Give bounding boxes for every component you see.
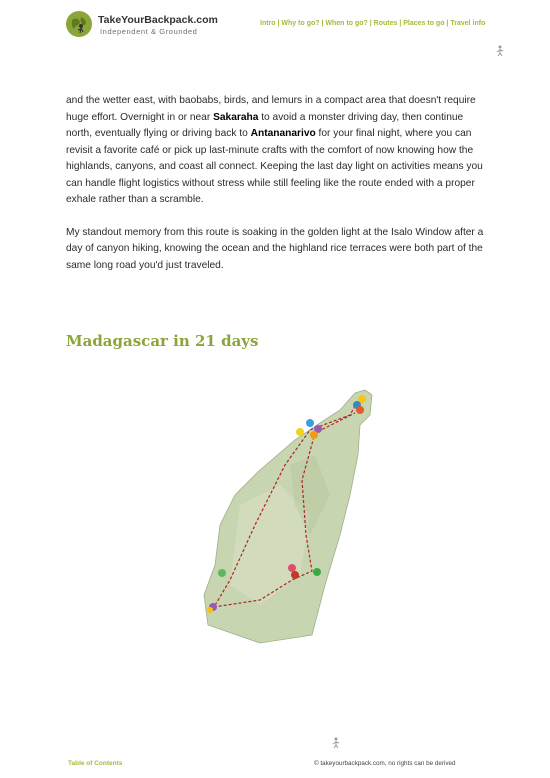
map-stop-marker bbox=[306, 419, 314, 427]
article-body bbox=[66, 93, 486, 290]
logo-subtitle: Independent & Grounded bbox=[100, 27, 198, 36]
map-stop-marker bbox=[356, 406, 364, 414]
hiker-icon bbox=[331, 737, 341, 749]
section-title: Madagascar in 21 days bbox=[66, 332, 259, 350]
place-antananarivo: Antananarivo bbox=[250, 128, 316, 139]
logo-globe-icon[interactable] bbox=[66, 11, 92, 37]
map-stop-marker bbox=[313, 568, 321, 576]
map-stop-marker bbox=[207, 607, 213, 613]
nav-travel-info[interactable]: Travel info bbox=[450, 20, 486, 27]
paragraph: My standout memory from this route is soaking in the golden light at the Isalo Window after a day of canyon hiking, knowing the ocean and the highland rice terraces were both part of the same long road you'd just traveled. bbox=[66, 226, 484, 271]
nav-why-to-go[interactable]: Why to go? bbox=[281, 20, 320, 27]
map-stop-marker bbox=[218, 569, 226, 577]
nav-intro[interactable]: Intro bbox=[260, 20, 276, 27]
nav-places-to-go[interactable]: Places to go bbox=[403, 20, 445, 27]
map-stop-marker bbox=[291, 571, 299, 579]
route-map[interactable] bbox=[200, 385, 375, 647]
map-stop-marker bbox=[288, 564, 296, 572]
map-stop-marker bbox=[310, 431, 318, 439]
nav-when-to-go[interactable]: When to go? bbox=[325, 20, 368, 27]
nav-routes[interactable]: Routes bbox=[373, 20, 398, 27]
hiker-icon bbox=[495, 45, 505, 57]
place-sakaraha: Sakaraha bbox=[213, 111, 259, 123]
top-navigation: Intro | Why to go? | When to go? | Routes | Places to go | Travel info bbox=[260, 20, 486, 27]
footer-copyright: © takeyourbackpack.com, no rights can be derived bbox=[314, 760, 456, 767]
paragraph: and the wetter east, with baobabs, birds, and lemurs in a compact area that doesn't require huge effort. Overnight in or near Sakaraha to avoid a monster driving day, then continue north, eventually flying or driving back to Antananarivo for your final night, where you can revisit a favorite café or pick up last-minute crafts with the comfort of now knowing how the highlands, canyons, and coast all connect. Keeping the last day light on activities means you can handle flight logistics without stress while still feeling like the route ended with a proper exhale rather than a scramble. bbox=[66, 95, 483, 205]
page-header bbox=[0, 0, 550, 50]
map-stop-marker bbox=[296, 428, 304, 436]
table-of-contents-link[interactable]: Table of Contents bbox=[68, 760, 123, 767]
logo-title[interactable]: TakeYourBackpack.com bbox=[98, 14, 218, 26]
